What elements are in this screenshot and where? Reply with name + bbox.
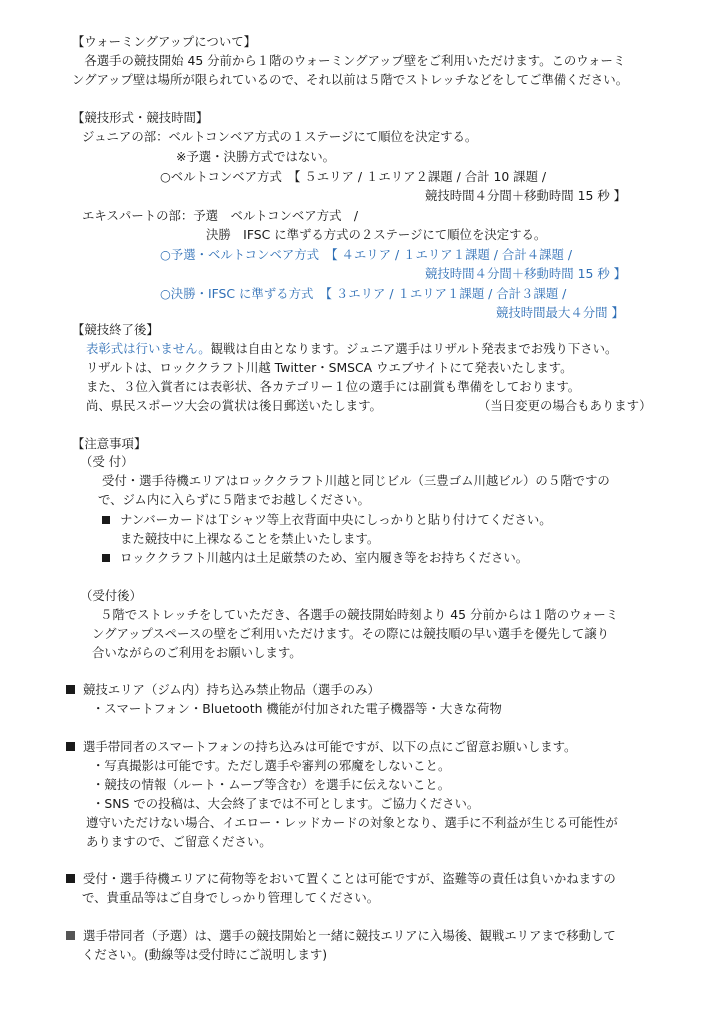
after-reception-line-1: ５階でストレッチをしていただき、各選手の競技開始時刻より 45 分前からは１階のウォーミ	[100, 607, 619, 622]
expert-final-1: ○決勝・IFSC に準ずる方式 【 ３エリア / １エリア１課題 / 合計３課題 /	[160, 286, 567, 301]
phones-item-2: ・競技の情報（ルート・ムーブ等含む）を選手に伝えないこと。	[92, 777, 451, 792]
after-line-3: また、３位入賞者には表彰状、各カテゴリー１位の選手には副賞も準備をしております。	[86, 379, 581, 394]
indoor-shoes-note	[102, 550, 528, 566]
square-bullet-icon	[66, 685, 75, 694]
after-line-1	[86, 341, 617, 357]
square-bullet-icon	[102, 554, 110, 562]
junior-detail-2: 競技時間４分間＋移動時間 15 秒 】	[425, 188, 627, 203]
baggage-text: 受付・選手待機エリアに荷物等をおいて置くことは可能ですが、盗難等の責任は負いかねますの	[83, 871, 616, 886]
expert-final-desc: 決勝 IFSC に準ずる方式の２ステージにて順位を決定する。	[206, 227, 547, 242]
reception-line-1: 受付・選手待機エリアはロッククラフト川越と同じビル（三豊ゴム川越ビル）の５階ですの	[102, 473, 610, 488]
warmup-line-2: ングアップ壁は場所が限られているので、それ以前は５階でストレッチなどをしてご準備ください。	[72, 72, 629, 87]
after-line-4: 尚、県民スポーツ大会の賞状は後日郵送いたします。	[86, 398, 382, 413]
ceremony-rest: 観戦は自由となります。ジュニア選手はリザルト発表までお残り下さい。	[210, 341, 618, 356]
junior-note: ※予選・決勝方式ではない。	[176, 149, 336, 164]
phones-item-3: ・SNS での投稿は、大会終了までは不可とします。ご協力ください。	[92, 796, 480, 811]
no-ceremony-notice: 表彰式は行いません。	[86, 341, 211, 356]
warmup-heading: 【ウォーミングアップについて】	[72, 34, 256, 49]
number-card-text: ナンバーカードはＴシャツ等上衣背面中央にしっかりと貼り付けてください。	[120, 512, 552, 527]
after-reception-heading: （受付後）	[80, 588, 142, 603]
expert-qualifier-2: 競技時間４分間＋移動時間 15 秒 】	[425, 266, 627, 281]
junior-title: ジュニアの部：ベルトコンベア方式の１ステージにて順位を決定する。	[82, 129, 478, 144]
after-reception-line-2: ングアップスペースの壁をご利用いただけます。その際には競技順の早い選手を優先して譲り	[92, 626, 610, 641]
expert-final-2: 競技時間最大４分間 】	[496, 305, 624, 320]
number-card-note-2: また競技中に上裸なることを禁止いたします。	[120, 531, 380, 546]
after-reception-line-3: 合いながらのご利用をお願いします。	[92, 645, 302, 660]
phones-item-1: ・写真撮影は可能です。ただし選手や審判の邪魔をしないこと。	[92, 758, 451, 773]
format-heading: 【競技形式・競技時間】	[72, 110, 209, 125]
square-bullet-icon	[66, 931, 75, 940]
prohibited-title	[66, 682, 380, 698]
junior-detail-1: ○ベルトコンベア方式 【 ５エリア / １エリア２課題 / 合計 10 課題 /	[160, 169, 547, 184]
baggage-line-1	[66, 871, 616, 887]
companion-line-2: ください。(動線等は受付時にご説明します)	[82, 947, 328, 962]
baggage-line-2: で、貴重品等はご自身でしっかり管理してください。	[82, 890, 380, 905]
square-bullet-icon	[66, 742, 75, 751]
companion-text: 選手帯同者（予選）は、選手の競技開始と一緒に競技エリアに入場後、観戦エリアまで移動して	[83, 928, 616, 943]
reception-heading: （受 付）	[80, 454, 134, 469]
phones-warning-2: ありますので、ご留意ください。	[86, 834, 272, 849]
square-bullet-icon	[102, 516, 110, 524]
indoor-shoes-text: ロッククラフト川越内は土足厳禁のため、室内履き等をお持ちください。	[120, 550, 529, 565]
prohibited-title-text: 競技エリア（ジム内）持ち込み禁止物品（選手のみ）	[83, 682, 380, 697]
phones-title-text: 選手帯同者のスマートフォンの持ち込みは可能ですが、以下の点にご留意お願いします。	[83, 739, 577, 754]
after-heading: 【競技終了後】	[72, 322, 159, 337]
phones-warning-1: 遵守いただけない場合、イエロー・レッドカードの対象となり、選手に不利益が生じる可能性が	[86, 815, 618, 830]
companion-line-1	[66, 928, 616, 944]
notes-heading: 【注意事項】	[72, 436, 147, 451]
after-line-4-note: （当日変更の場合もあります）	[478, 398, 652, 413]
expert-qualifier-1: ○予選・ベルトコンベア方式 【 ４エリア / １エリア１課題 / 合計４課題 /	[160, 247, 572, 262]
after-line-2: リザルトは、ロッククラフト川越 Twitter・SMSCA ウエブサイトにて発表いたします。	[86, 360, 573, 375]
warmup-line-1: 各選手の競技開始 45 分前から１階のウォーミングアップ壁をご利用いただけます。このウォーミ	[72, 53, 626, 68]
expert-title: エキスパートの部：予選 ベルトコンベア方式 /	[82, 208, 359, 223]
number-card-note	[102, 512, 552, 528]
square-bullet-icon	[66, 874, 75, 883]
prohibited-item: ・スマートフォン・Bluetooth 機能が付加された電子機器等・大きな荷物	[92, 701, 502, 716]
phones-title	[66, 739, 576, 755]
reception-line-2: で、ジム内に入らずに５階までお越しください。	[98, 492, 370, 507]
